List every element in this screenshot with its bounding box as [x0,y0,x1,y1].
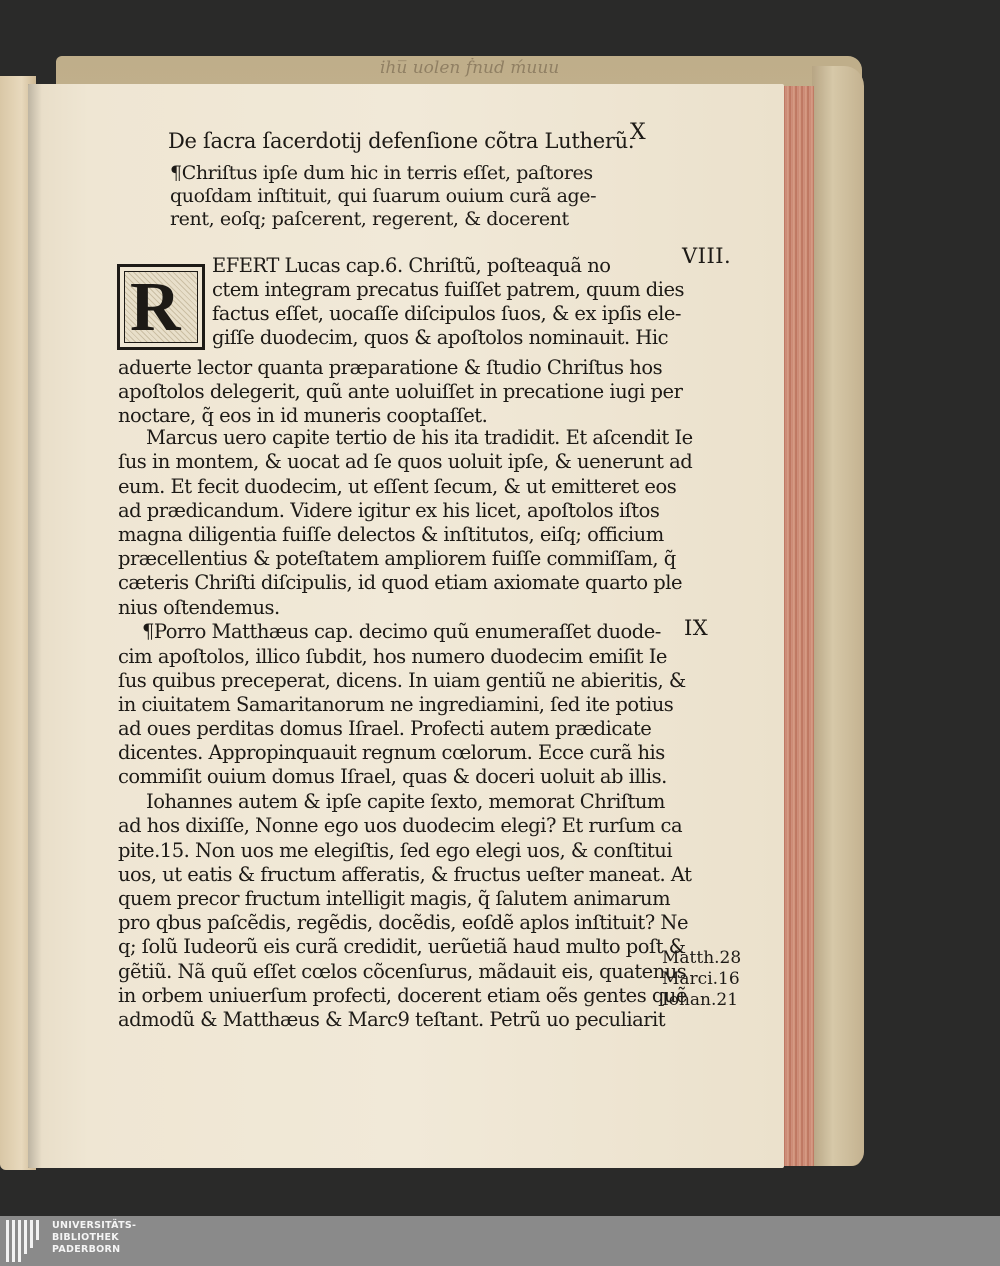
library-logo-icon [6,1220,46,1262]
margin-note-reference: Matth.28 [662,948,742,968]
library-name-line: BIBLIOTHEK [52,1232,119,1243]
text-line: nius oſtendemus. [118,596,280,619]
vellum-cover-edge [812,66,864,1166]
decorated-initial [117,264,205,350]
text-line: ad oues perditas domus Iſrael. Profecti autem prædicate [118,717,652,740]
text-line: EFERT Lucas cap.6. Chriſtũ, poſteaquã no [212,254,611,277]
folio-number: X [630,120,646,145]
text-line: quem precor fructum intelligit magis, q̃ ſalutem animarum [118,887,671,910]
initial-letter: R [130,269,181,346]
margin-note-reference: Iohan.21 [662,990,739,1010]
text-line: in orbem uniuerſum profecti, docerent etiam oẽs gentes quẽ [118,984,687,1007]
text-line: cim apoſtolos, illico ſubdit, hos numero duodecim emiſit Ie [118,645,667,668]
text-line: commiſit ouium domus Iſrael, quas & doceri uoluit ab illis. [118,765,667,788]
text-line: ſus in montem, & uocat ad ſe quos uoluit ipſe, & uenerunt ad [118,450,693,473]
text-line: q; ſolũ Iudeorũ eis curã credidit, uerũetiã haud multo poſt & [118,935,686,958]
text-line: factus eſſet, uocaſſe diſcipulos ſuos, & ex ipſis ele- [212,302,681,325]
text-line: pro qbus paſcẽdis, regẽdis, docẽdis, eoſdẽ aplos inſtituit? Ne [118,911,689,934]
text-line: præcellentius & poteſtatem ampliorem fuiſſe commiſſam, q̃ [118,547,676,570]
cover-manuscript-text: ihu̅ uolen ḟnud ḿuuu [380,58,560,78]
margin-note-section-8: VIII. [682,244,732,268]
text-line: gẽtiũ. Nã quũ eſſet cœlos cõcenſurus, mãdauit eis, quatenus [118,960,687,983]
text-line: uos, ut eatis & fructum afferatis, & fructus ueſter maneat. At [118,863,692,886]
text-line: eum. Et fecit duodecim, ut eſſent ſecum, & ut emitteret eos [118,475,677,498]
text-line: pite.15. Non uos me elegiſtis, ſed ego elegi uos, & conſtitui [118,839,673,862]
text-line: cæteris Chriſti diſcipulis, id quod etiam axiomate quarto ple [118,571,683,594]
text-line: ad prædicandum. Videre igitur ex his licet, apoſtolos iſtos [118,499,660,522]
library-footer-bar [0,1216,1000,1266]
text-line: apoſtolos delegerit, quũ ante uoluiſſet in precatione iugi per [118,380,683,403]
text-line: dicentes. Appropinquauit regnum cœlorum. Ecce curã his [118,741,665,764]
margin-note-section-9: IX [684,616,709,640]
text-line: Marcus uero capite tertio de his ita tradidit. Et aſcendit Ie [146,426,693,449]
library-name-line: PADERBORN [52,1244,121,1255]
text-line: ctem integram precatus fuiſſet patrem, quum dies [212,278,685,301]
text-line: ad hos dixiſſe, Nonne ego uos duodecim elegi? Et rurſum ca [118,814,683,837]
text-line: giſſe duodecim, quos & apoſtolos nominauit. Hic [212,326,669,349]
gutter-shadow [28,84,42,1168]
text-line: aduerte lector quanta præparatione & ſtudio Chriſtus hos [118,356,663,379]
text-line: ſus quibus preceperat, dicens. In uiam gentiũ ne abieritis, & [118,669,686,692]
library-name-line: UNIVERSITÄTS- [52,1220,137,1231]
text-line: Iohannes autem & ipſe capite ſexto, memorat Chriſtum [146,790,665,813]
margin-note-reference: Marci.16 [662,969,740,989]
chapter-summary: ¶Chriſtus ipſe dum hic in terris eſſet, paſtores quoſdam inſtituit, qui ſuarum ouium curã age- rent, eoſq; paſcerent, regerent, & docerent [170,162,597,230]
running-header: De ſacra ſacerdotij defenſione cõtra Lutherũ. [168,129,635,153]
library-name [52,1220,136,1256]
text-line: noctare, q̃ eos in id muneris cooptaſſet. [118,404,488,427]
text-line: in ciuitatem Samaritanorum ne ingrediamini, ſed ite potius [118,693,674,716]
text-line: admodũ & Matthæus & Marc9 teſtant. Petrũ uo peculiarit [118,1008,666,1031]
text-line: magna diligentia fuiſſe delectos & inſtitutos, eiſq; officium [118,523,664,546]
page-edges [780,86,814,1166]
text-line: ¶Porro Matthæus cap. decimo quũ enumeraſſet duode- [142,620,661,643]
